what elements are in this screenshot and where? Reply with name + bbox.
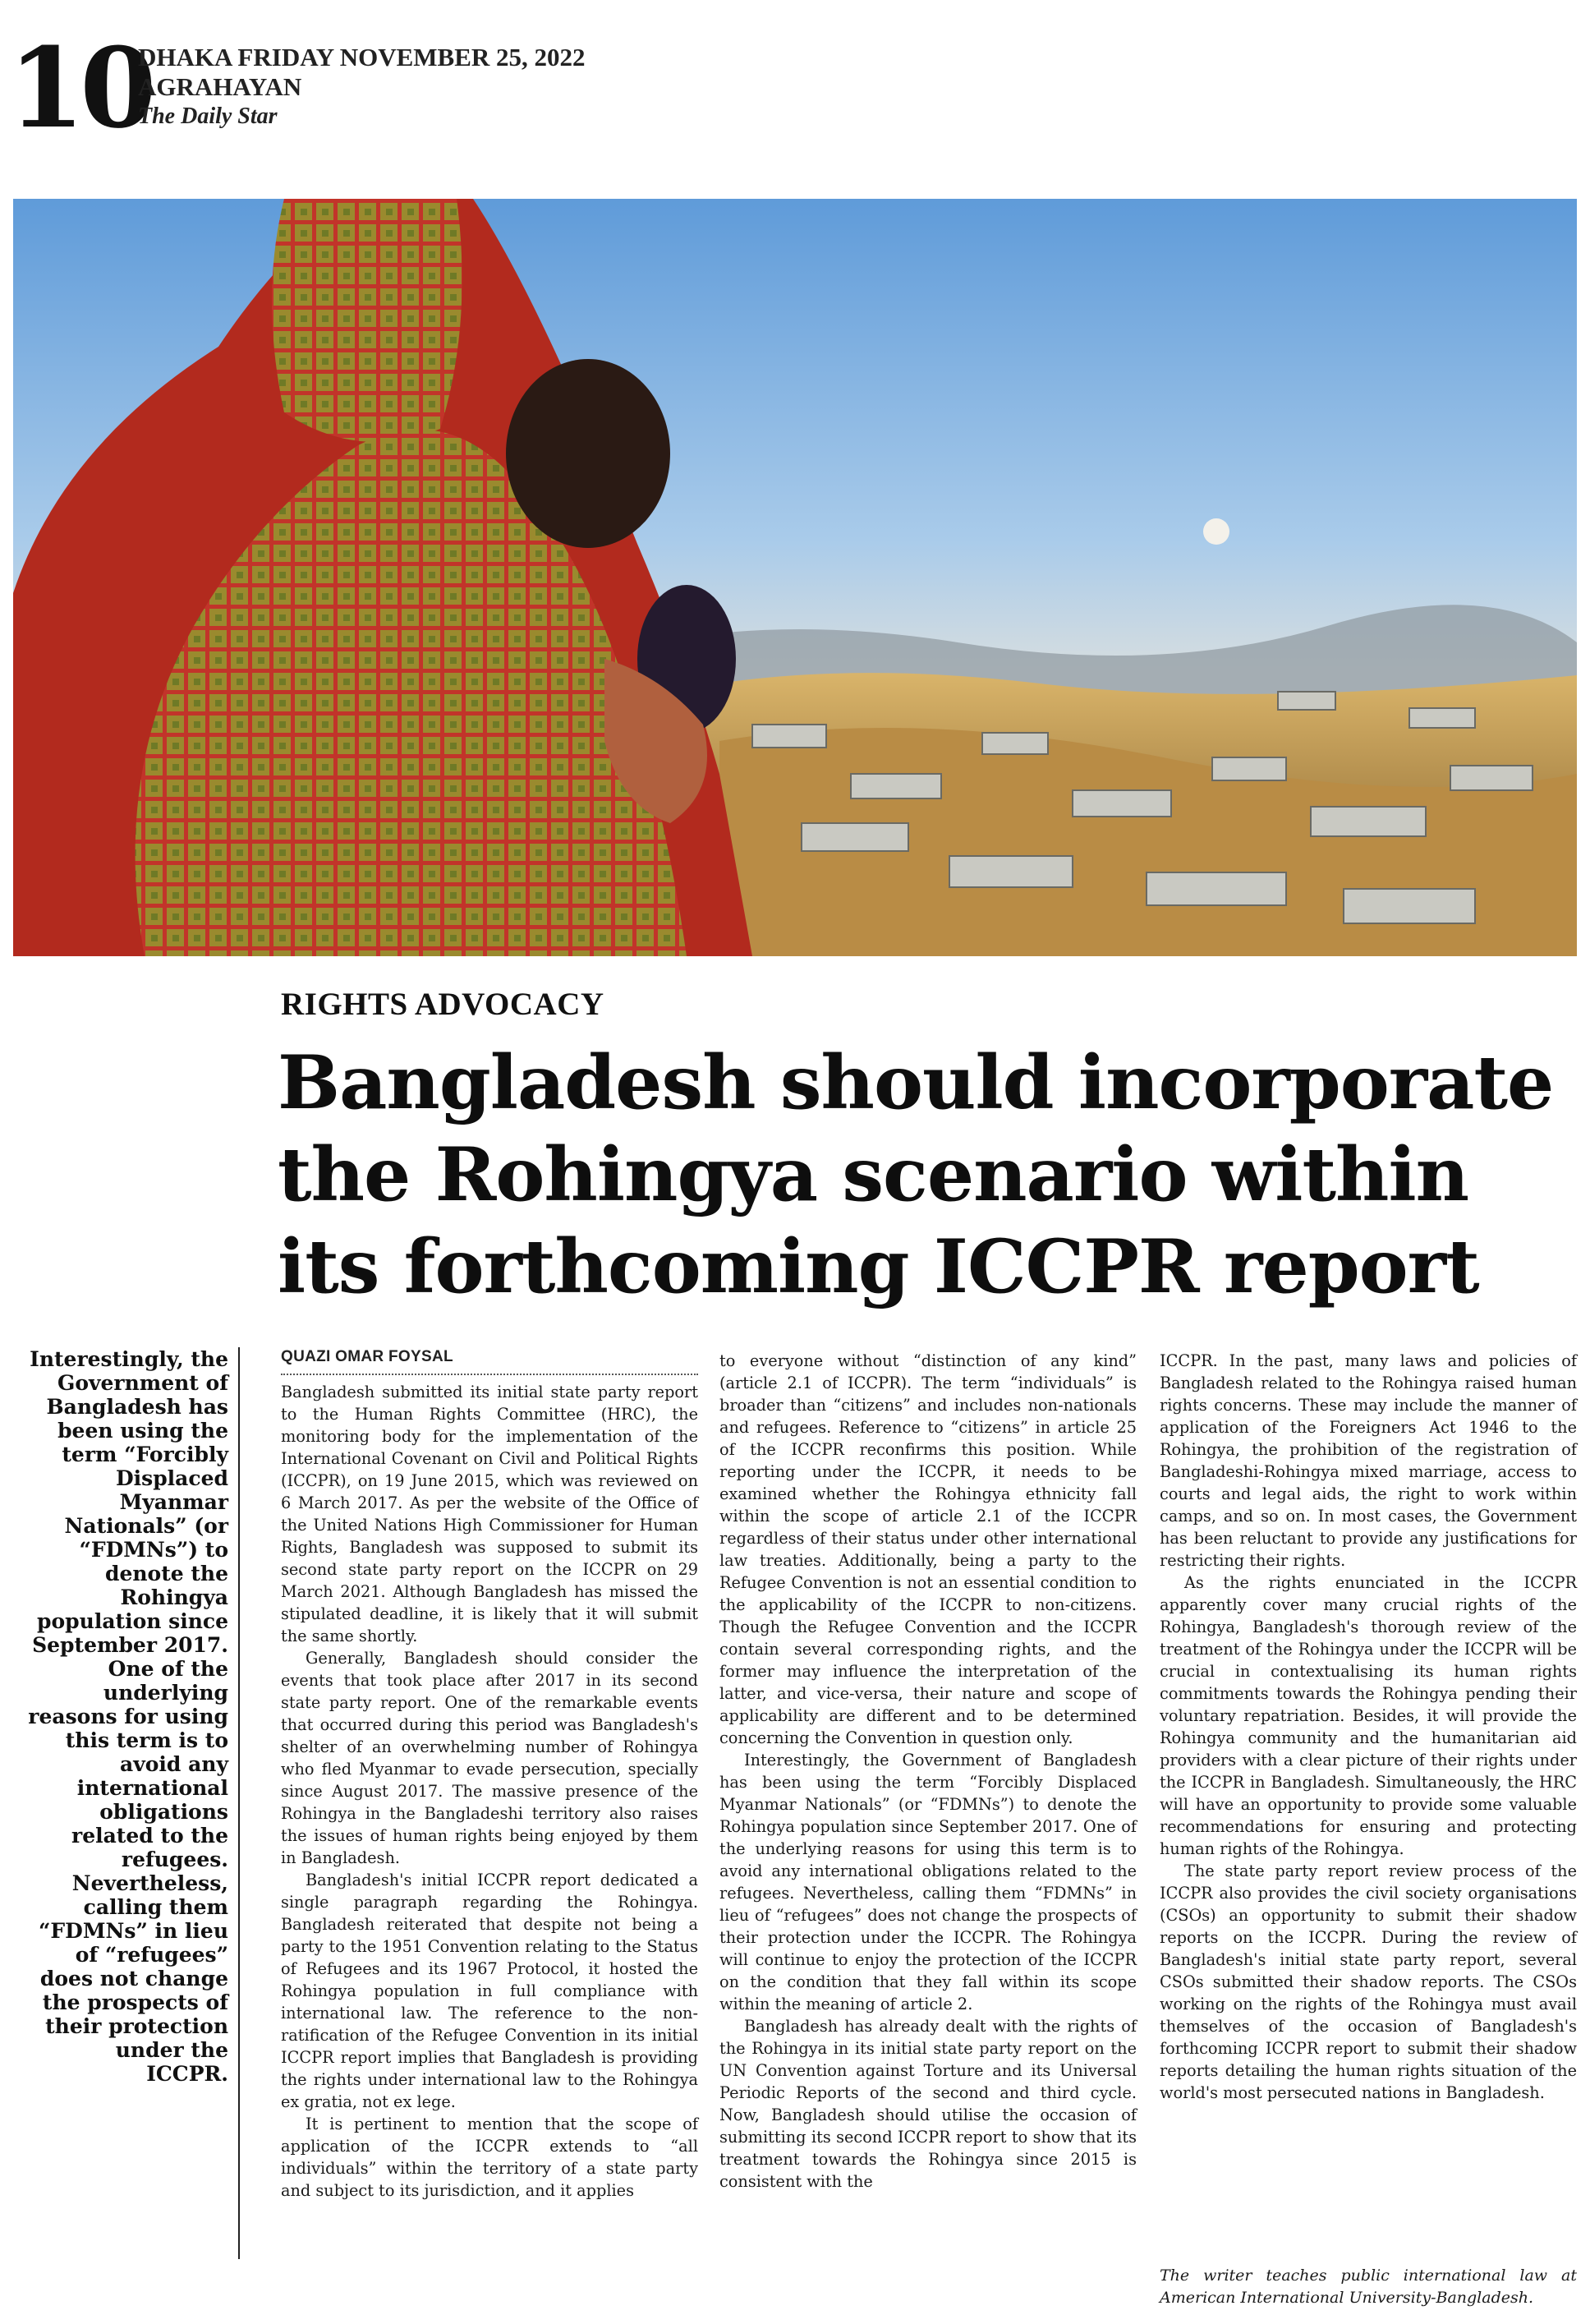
paragraph: to everyone without “distinction of any kind” (article 2.1 of ICCPR). The term “individuals” is broader than “citizens” and includes non-nationals and refugees. Reference to “citizens” in article 25 of the ICCPR reconfirms this position. While reporting under the ICCPR, it needs to be examined whether the Rohingya ethnicity fall within the scope of article 2.1 of the ICCPR regardless of their status under other international law treaties. Additionally, being a party to the Refugee Convention is not an essential condition to the applicability of the ICCPR to non-citizens. Though the Refugee Convention and the ICCPR contain several corresponding rights, and the former may influence the interpretation of the latter, and vice-versa, their nature and scope of applicability are different and to be determined concerning the Convention in question only.	[719, 1351, 1137, 1747]
paragraph: As the rights enunciated in the ICCPR apparently cover many crucial rights of the Rohingya, Bangladesh's thorough review of the treatment of the Rohingya under the ICCPR will be crucial in contextualising its human rights commitments towards the Rohingya pending their voluntary repatriation. Besides, it will provide the Rohingya community and the humanitarian aid providers with a clear picture of their rights under the ICCPR in Bangladesh. Simultaneously, the HRC will have an opportunity to provide some valuable recommendations for ensuring and protecting human rights of the Rohingya.	[1160, 1573, 1577, 1858]
paragraph: Interestingly, the Government of Bangladesh has been using the term “Forcibly Displaced Myanmar Nationals” (or “FDMNs”) to denote the Rohingya population since September 2017. One of the underlying reasons for using this term is to avoid any international obligations related to the refugees. Nevertheless, calling them “FDMNs” in lieu of “refugees” does not change the prospects of their protection under the ICCPR. The Rohingya will continue to enjoy the protection of the ICCPR on the condition that they fall within its scope within the meaning of article 2.	[719, 1751, 1137, 2013]
paragraph: Bangladesh submitted its initial state party report to the Human Rights Committee (HRC), the monitoring body for the implementation of the International Covenant on Civil and Political Rights (ICCPR), on 19 June 2015, which was reviewed on 6 March 2017. As per the website of the Office of the United Nations High Commissioner for Human Rights, Bangladesh was supposed to submit its second state party report on the ICCPR on 29 March 2021. Although Bangladesh has missed the stipulated deadline, it is likely that it will submit the same shortly.	[281, 1383, 698, 1645]
paragraph: Generally, Bangladesh should consider the events that took place after 2017 in its second state party report. One of the remarkable events that occurred during this period was Bangladesh's shelter of an overwhelming number of Rohingya who fled Myanmar to evade persecution, specially since August 2017. The massive presence of the Rohingya in the Bangladeshi territory also raises the issues of human rights being enjoyed by them in Bangladesh.	[281, 1649, 698, 1867]
pull-quote: Interestingly, the Government of Bangladesh has been using the term “Forcibly Displaced Myanmar Nationals” (or “FDMNs”) to denote the Rohingya population since September 2017. One of the underlying reasons for using this term is to avoid any international obligations related to the refugees. Nevertheless, calling them “FDMNs” in lieu of “refugees” does not change the prospects of their protection under the ICCPR.	[28, 1347, 228, 2086]
section-kicker: RIGHTS ADVOCACY	[281, 987, 604, 1022]
paragraph: It is pertinent to mention that the scope of application of the ICCPR extends to “all individuals” within the territory of a state party and subject to its jurisdiction, and it applies	[281, 2115, 698, 2200]
author-note: The writer teaches public international law at American International University-Bangladesh.	[1160, 2266, 1577, 2307]
paragraph: ICCPR. In the past, many laws and policies of Bangladesh related to the Rohingya raised human rights concerns. These may include the manner of application of the Foreigners Act 1946 to the Rohingya, the prohibition of the registration of Bangladeshi-Rohingya mixed marriage, access to courts and legal aids, the right to work within camps, and so on. In most cases, the Government has been reluctant to provide any justifications for restricting their rights.	[1160, 1351, 1577, 1570]
paragraph: The state party report review process of the ICCPR also provides the civil society organisations (CSOs) an opportunity to submit their shadow reports on the ICCPR. During the review of Bangladesh's initial state party report, several CSOs submitted their shadow reports. The CSOs working on the rights of the Rohingya must avail themselves of the occasion of Bangladesh's forthcoming ICCPR report to submit their shadow reports detailing the human rights situation of the world's most persecuted nations in Bangladesh.	[1160, 1862, 1577, 2102]
masthead	[138, 43, 586, 131]
article-column-1	[281, 1381, 698, 2202]
newspaper-name: The Daily Star	[138, 104, 278, 129]
photo-woman-child-camp-icon	[13, 199, 1577, 956]
article-column-3	[1160, 1350, 1577, 2104]
article-photo	[13, 199, 1577, 956]
page-number: 10	[8, 23, 152, 153]
article-column-2	[719, 1350, 1137, 2193]
headline: Bangladesh should incorporate the Rohingya scenario within its forthcoming ICCPR report	[278, 1039, 1554, 1310]
pull-quote-divider	[238, 1347, 240, 2259]
dateline-bengali: AGRAHAYAN	[138, 72, 302, 101]
dateline: DHAKA FRIDAY NOVEMBER 25, 2022	[138, 43, 586, 71]
paragraph: Bangladesh's initial ICCPR report dedicated a single paragraph regarding the Rohingya. Bangladesh reiterated that despite not being a party to the 1951 Convention relating to the Status of Refugees and its 1967 Protocol, it hosted the Rohingya population in full compliance with international law. The reference to the non-ratification of the Refugee Convention in its initial ICCPR report implies that Bangladesh is providing the rights under international law to the Rohingya ex gratia, not ex lege.	[281, 1871, 698, 2111]
byline-divider	[281, 1374, 698, 1375]
byline: QUAZI OMAR FOYSAL	[281, 1348, 453, 1365]
paragraph: Bangladesh has already dealt with the rights of the Rohingya in its initial state party report on the UN Convention against Torture and its Universal Periodic Reports of the second and third cycle. Now, Bangladesh should utilise the occasion of submitting its second ICCPR report to show that its treatment towards the Rohingya since 2015 is consistent with the	[719, 2017, 1137, 2191]
